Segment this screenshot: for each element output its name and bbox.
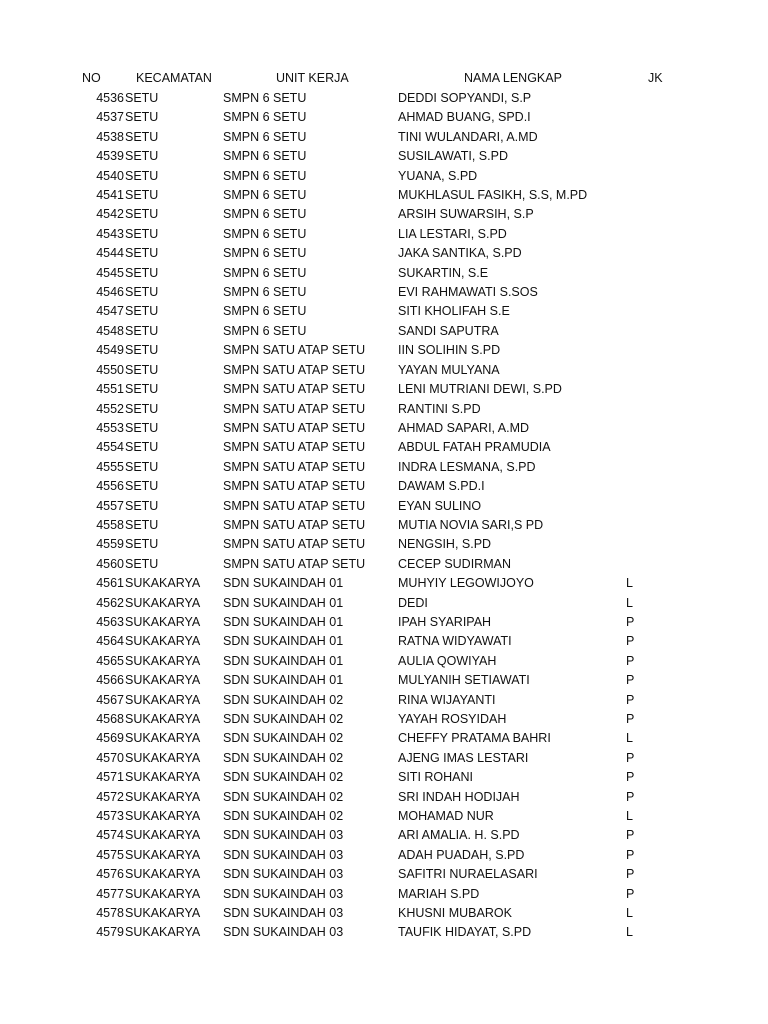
cell-kecamatan: SUKAKARYA	[125, 692, 201, 707]
table-row	[0, 438, 768, 457]
cell-no: 4572	[96, 789, 124, 804]
cell-unit-kerja: SMPN 6 SETU	[223, 246, 307, 261]
cell-jk: L	[626, 925, 633, 940]
cell-kecamatan: SETU	[125, 285, 159, 300]
table-row	[0, 361, 768, 380]
cell-kecamatan: SUKAKARYA	[125, 847, 201, 862]
table-row	[0, 186, 768, 205]
cell-no: 4567	[96, 692, 124, 707]
cell-kecamatan: SETU	[125, 343, 159, 358]
cell-unit-kerja: SMPN SATU ATAP SETU	[223, 343, 366, 358]
cell-unit-kerja: SMPN SATU ATAP SETU	[223, 382, 366, 397]
cell-nama-lengkap: SAFITRI NURAELASARI	[398, 867, 538, 882]
cell-kecamatan: SUKAKARYA	[125, 576, 201, 591]
cell-no: 4545	[96, 265, 124, 280]
cell-nama-lengkap: IPAH SYARIPAH	[398, 614, 492, 629]
cell-unit-kerja: SDN SUKAINDAH 03	[223, 886, 344, 901]
cell-no: 4544	[96, 246, 124, 261]
cell-unit-kerja: SDN SUKAINDAH 01	[223, 614, 344, 629]
cell-nama-lengkap: MULYANIH SETIAWATI	[398, 673, 530, 688]
cell-nama-lengkap: MUTIA NOVIA SARI,S PD	[398, 517, 544, 532]
cell-unit-kerja: SDN SUKAINDAH 01	[223, 653, 344, 668]
cell-jk: P	[626, 789, 635, 804]
cell-nama-lengkap: JAKA SANTIKA, S.PD	[398, 246, 522, 261]
cell-jk: P	[626, 886, 635, 901]
cell-nama-lengkap: SANDI SAPUTRA	[398, 323, 499, 338]
cell-unit-kerja: SMPN SATU ATAP SETU	[223, 479, 366, 494]
cell-no: 4556	[96, 479, 124, 494]
cell-no: 4564	[96, 634, 124, 649]
cell-no: 4559	[96, 537, 124, 552]
table-row	[0, 205, 768, 224]
cell-jk: P	[626, 867, 635, 882]
table-row	[0, 904, 768, 923]
cell-no: 4568	[96, 712, 124, 726]
cell-nama-lengkap: ARI AMALIA. H. S.PD	[398, 828, 520, 843]
table-row	[0, 302, 768, 321]
cell-no: 4547	[96, 304, 124, 319]
cell-unit-kerja: SMPN SATU ATAP SETU	[223, 498, 366, 513]
table-row	[0, 807, 768, 826]
cell-nama-lengkap: MUHYIY LEGOWIJOYO	[398, 576, 534, 591]
cell-nama-lengkap: TAUFIK HIDAYAT, S.PD	[398, 925, 532, 940]
cell-jk: P	[626, 847, 635, 862]
cell-kecamatan: SETU	[125, 459, 159, 474]
table-header-row	[0, 68, 768, 89]
cell-no: 4576	[96, 867, 124, 882]
cell-jk: L	[626, 731, 633, 746]
cell-nama-lengkap: SUKARTIN, S.E	[398, 265, 489, 280]
cell-kecamatan: SUKAKARYA	[125, 673, 201, 688]
employee-table	[0, 68, 768, 943]
cell-no: 4551	[96, 382, 124, 397]
cell-no: 4560	[96, 556, 124, 571]
cell-unit-kerja: SMPN 6 SETU	[223, 265, 307, 280]
cell-kecamatan: SETU	[125, 207, 159, 222]
cell-kecamatan: SUKAKARYA	[125, 867, 201, 882]
cell-unit-kerja: SMPN 6 SETU	[223, 207, 307, 222]
cell-kecamatan: SETU	[125, 440, 159, 455]
cell-kecamatan: SETU	[125, 479, 159, 494]
cell-jk: P	[626, 712, 635, 726]
table-body	[0, 89, 768, 943]
cell-no: 4571	[96, 770, 124, 785]
cell-no: 4574	[96, 828, 124, 843]
cell-nama-lengkap: SUSILAWATI, S.PD	[398, 149, 508, 164]
cell-no: 4536	[96, 91, 124, 105]
cell-no: 4579	[96, 925, 124, 940]
cell-unit-kerja: SDN SUKAINDAH 03	[223, 906, 344, 921]
cell-no: 4558	[96, 517, 124, 532]
cell-nama-lengkap: LIA LESTARI, S.PD	[398, 226, 507, 241]
cell-kecamatan: SUKAKARYA	[125, 750, 201, 765]
cell-kecamatan: SUKAKARYA	[125, 614, 201, 629]
cell-nama-lengkap: EVI RAHMAWATI S.SOS	[398, 285, 538, 300]
cell-nama-lengkap: AHMAD BUANG, SPD.I	[398, 110, 531, 125]
cell-unit-kerja: SMPN 6 SETU	[223, 149, 307, 164]
cell-unit-kerja: SDN SUKAINDAH 01	[223, 595, 344, 610]
cell-unit-kerja: SMPN SATU ATAP SETU	[223, 420, 366, 435]
cell-unit-kerja: SDN SUKAINDAH 03	[223, 847, 344, 862]
cell-no: 4570	[96, 750, 124, 765]
cell-no: 4565	[96, 653, 124, 668]
cell-kecamatan: SUKAKARYA	[125, 595, 201, 610]
cell-no: 4563	[96, 614, 124, 629]
table-row	[0, 419, 768, 438]
table-row	[0, 341, 768, 360]
cell-unit-kerja: SMPN 6 SETU	[223, 323, 307, 338]
cell-jk: P	[626, 614, 635, 629]
table-row	[0, 167, 768, 186]
table-row	[0, 264, 768, 283]
cell-unit-kerja: SMPN 6 SETU	[223, 168, 307, 183]
cell-nama-lengkap: RANTINI S.PD	[398, 401, 481, 416]
cell-kecamatan: SUKAKARYA	[125, 634, 201, 649]
cell-unit-kerja: SMPN 6 SETU	[223, 188, 307, 203]
cell-no: 4540	[96, 168, 124, 183]
cell-kecamatan: SETU	[125, 382, 159, 397]
table-row	[0, 108, 768, 127]
cell-nama-lengkap: CECEP SUDIRMAN	[398, 556, 511, 571]
cell-unit-kerja: SDN SUKAINDAH 02	[223, 692, 344, 707]
cell-kecamatan: SETU	[125, 149, 159, 164]
cell-no: 4543	[96, 226, 124, 241]
cell-unit-kerja: SDN SUKAINDAH 02	[223, 809, 344, 824]
cell-jk: P	[626, 692, 635, 707]
cell-no: 4578	[96, 906, 124, 921]
cell-nama-lengkap: LENI MUTRIANI DEWI, S.PD	[398, 382, 562, 397]
cell-nama-lengkap: MOHAMAD NUR	[398, 809, 494, 824]
cell-unit-kerja: SDN SUKAINDAH 01	[223, 576, 344, 591]
header-nama-lengkap: NAMA LENGKAP	[464, 71, 562, 85]
cell-no: 4549	[96, 343, 124, 358]
table-row	[0, 477, 768, 496]
cell-unit-kerja: SDN SUKAINDAH 03	[223, 867, 344, 882]
table-row	[0, 652, 768, 671]
cell-no: 4577	[96, 886, 124, 901]
cell-no: 4561	[96, 576, 124, 591]
cell-unit-kerja: SDN SUKAINDAH 02	[223, 731, 344, 746]
cell-nama-lengkap: DAWAM S.PD.I	[398, 479, 485, 494]
cell-nama-lengkap: ADAH PUADAH, S.PD	[398, 847, 525, 862]
cell-kecamatan: SETU	[125, 362, 159, 377]
cell-unit-kerja: SDN SUKAINDAH 02	[223, 770, 344, 785]
cell-unit-kerja: SDN SUKAINDAH 02	[223, 712, 344, 726]
cell-jk: P	[626, 673, 635, 688]
cell-no: 4555	[96, 459, 124, 474]
cell-jk: L	[626, 595, 633, 610]
table-row	[0, 594, 768, 613]
cell-nama-lengkap: RINA WIJAYANTI	[398, 692, 496, 707]
cell-no: 4575	[96, 847, 124, 862]
table-row	[0, 225, 768, 244]
cell-unit-kerja: SDN SUKAINDAH 02	[223, 789, 344, 804]
table-row	[0, 516, 768, 535]
table-row	[0, 244, 768, 263]
table-row	[0, 788, 768, 807]
cell-no: 4569	[96, 731, 124, 746]
table-row	[0, 865, 768, 884]
cell-kecamatan: SUKAKARYA	[125, 906, 201, 921]
cell-nama-lengkap: SRI INDAH HODIJAH	[398, 789, 520, 804]
header-jk: JK	[648, 71, 663, 85]
cell-nama-lengkap: NENGSIH, S.PD	[398, 537, 492, 552]
table-row	[0, 671, 768, 690]
cell-no: 4553	[96, 420, 124, 435]
table-row	[0, 826, 768, 845]
table-row	[0, 710, 768, 729]
cell-kecamatan: SETU	[125, 110, 159, 125]
cell-nama-lengkap: AJENG IMAS LESTARI	[398, 750, 529, 765]
table-row	[0, 632, 768, 651]
cell-jk: P	[626, 770, 635, 785]
cell-nama-lengkap: YUANA, S.PD	[398, 168, 478, 183]
cell-kecamatan: SUKAKARYA	[125, 828, 201, 843]
cell-kecamatan: SETU	[125, 246, 159, 261]
cell-nama-lengkap: IIN SOLIHIN S.PD	[398, 343, 501, 358]
table-row	[0, 89, 768, 108]
table-row	[0, 613, 768, 632]
cell-kecamatan: SETU	[125, 323, 159, 338]
cell-no: 4548	[96, 323, 124, 338]
cell-no: 4552	[96, 401, 124, 416]
table-row	[0, 458, 768, 477]
table-row	[0, 535, 768, 554]
cell-kecamatan: SETU	[125, 91, 159, 105]
cell-no: 4537	[96, 110, 124, 125]
cell-unit-kerja: SMPN SATU ATAP SETU	[223, 537, 366, 552]
cell-unit-kerja: SMPN SATU ATAP SETU	[223, 440, 366, 455]
cell-jk: P	[626, 653, 635, 668]
cell-unit-kerja: SMPN 6 SETU	[223, 226, 307, 241]
cell-no: 4550	[96, 362, 124, 377]
cell-jk: L	[626, 576, 633, 591]
header-no: NO	[82, 71, 101, 85]
cell-kecamatan: SETU	[125, 537, 159, 552]
cell-unit-kerja: SDN SUKAINDAH 02	[223, 750, 344, 765]
cell-kecamatan: SETU	[125, 556, 159, 571]
cell-nama-lengkap: EYAN SULINO	[398, 498, 482, 513]
table-row	[0, 768, 768, 787]
cell-kecamatan: SETU	[125, 265, 159, 280]
cell-nama-lengkap: ABDUL FATAH PRAMUDIA	[398, 440, 551, 455]
cell-unit-kerja: SMPN 6 SETU	[223, 129, 307, 144]
table-row	[0, 497, 768, 516]
table-row	[0, 923, 768, 942]
cell-nama-lengkap: TINI WULANDARI, A.MD	[398, 129, 538, 144]
header-kecamatan: KECAMATAN	[136, 71, 212, 85]
cell-kecamatan: SUKAKARYA	[125, 809, 201, 824]
cell-unit-kerja: SMPN SATU ATAP SETU	[223, 401, 366, 416]
cell-nama-lengkap: AULIA QOWIYAH	[398, 653, 497, 668]
cell-jk: L	[626, 906, 633, 921]
cell-jk: P	[626, 634, 635, 649]
table-row	[0, 749, 768, 768]
table-row	[0, 574, 768, 593]
cell-nama-lengkap: DEDI	[398, 595, 428, 610]
cell-kecamatan: SETU	[125, 401, 159, 416]
table-row	[0, 400, 768, 419]
table-row	[0, 128, 768, 147]
cell-unit-kerja: SDN SUKAINDAH 01	[223, 673, 344, 688]
table-row	[0, 846, 768, 865]
cell-kecamatan: SUKAKARYA	[125, 770, 201, 785]
table-row	[0, 147, 768, 166]
cell-kecamatan: SETU	[125, 188, 159, 203]
cell-kecamatan: SETU	[125, 517, 159, 532]
cell-unit-kerja: SMPN 6 SETU	[223, 110, 307, 125]
table-row	[0, 885, 768, 904]
table-row	[0, 283, 768, 302]
table-row	[0, 691, 768, 710]
cell-nama-lengkap: YAYAH ROSYIDAH	[398, 712, 507, 726]
cell-no: 4539	[96, 149, 124, 164]
cell-unit-kerja: SDN SUKAINDAH 03	[223, 828, 344, 843]
cell-nama-lengkap: DEDDI SOPYANDI, S.P	[398, 91, 532, 105]
cell-unit-kerja: SMPN SATU ATAP SETU	[223, 459, 366, 474]
cell-nama-lengkap: AHMAD SAPARI, A.MD	[398, 420, 530, 435]
cell-unit-kerja: SMPN SATU ATAP SETU	[223, 517, 366, 532]
header-unit-kerja: UNIT KERJA	[276, 71, 349, 85]
cell-unit-kerja: SMPN 6 SETU	[223, 304, 307, 319]
cell-kecamatan: SUKAKARYA	[125, 712, 201, 726]
cell-no: 4538	[96, 129, 124, 144]
cell-jk: L	[626, 809, 633, 824]
cell-nama-lengkap: CHEFFY PRATAMA BAHRI	[398, 731, 551, 746]
cell-nama-lengkap: INDRA LESMANA, S.PD	[398, 459, 536, 474]
cell-kecamatan: SUKAKARYA	[125, 886, 201, 901]
table-row	[0, 322, 768, 341]
cell-kecamatan: SUKAKARYA	[125, 925, 201, 940]
cell-unit-kerja: SMPN SATU ATAP SETU	[223, 362, 366, 377]
cell-unit-kerja: SMPN 6 SETU	[223, 91, 307, 105]
cell-no: 4546	[96, 285, 124, 300]
cell-nama-lengkap: KHUSNI MUBAROK	[398, 906, 512, 921]
cell-nama-lengkap: MUKHLASUL FASIKH, S.S, M.PD	[398, 188, 588, 203]
cell-no: 4542	[96, 207, 124, 222]
cell-unit-kerja: SMPN 6 SETU	[223, 285, 307, 300]
cell-no: 4554	[96, 440, 124, 455]
table-row	[0, 729, 768, 748]
cell-nama-lengkap: MARIAH S.PD	[398, 886, 480, 901]
cell-unit-kerja: SMPN SATU ATAP SETU	[223, 556, 366, 571]
cell-unit-kerja: SDN SUKAINDAH 01	[223, 634, 344, 649]
cell-nama-lengkap: ARSIH SUWARSIH, S.P	[398, 207, 534, 222]
cell-no: 4566	[96, 673, 124, 688]
table-row	[0, 555, 768, 574]
cell-nama-lengkap: SITI KHOLIFAH S.E	[398, 304, 510, 319]
cell-kecamatan: SETU	[125, 304, 159, 319]
cell-jk: P	[626, 750, 635, 765]
cell-unit-kerja: SDN SUKAINDAH 03	[223, 925, 344, 940]
cell-kecamatan: SETU	[125, 226, 159, 241]
table-row	[0, 380, 768, 399]
cell-kecamatan: SETU	[125, 129, 159, 144]
cell-kecamatan: SETU	[125, 420, 159, 435]
cell-nama-lengkap: YAYAN MULYANA	[398, 362, 500, 377]
cell-kecamatan: SETU	[125, 498, 159, 513]
cell-kecamatan: SUKAKARYA	[125, 653, 201, 668]
cell-jk: P	[626, 828, 635, 843]
cell-no: 4562	[96, 595, 124, 610]
cell-kecamatan: SETU	[125, 168, 159, 183]
cell-no: 4541	[96, 188, 124, 203]
cell-kecamatan: SUKAKARYA	[125, 789, 201, 804]
cell-nama-lengkap: SITI ROHANI	[398, 770, 474, 785]
cell-kecamatan: SUKAKARYA	[125, 731, 201, 746]
cell-nama-lengkap: RATNA WIDYAWATI	[398, 634, 512, 649]
cell-no: 4573	[96, 809, 124, 824]
cell-no: 4557	[96, 498, 124, 513]
